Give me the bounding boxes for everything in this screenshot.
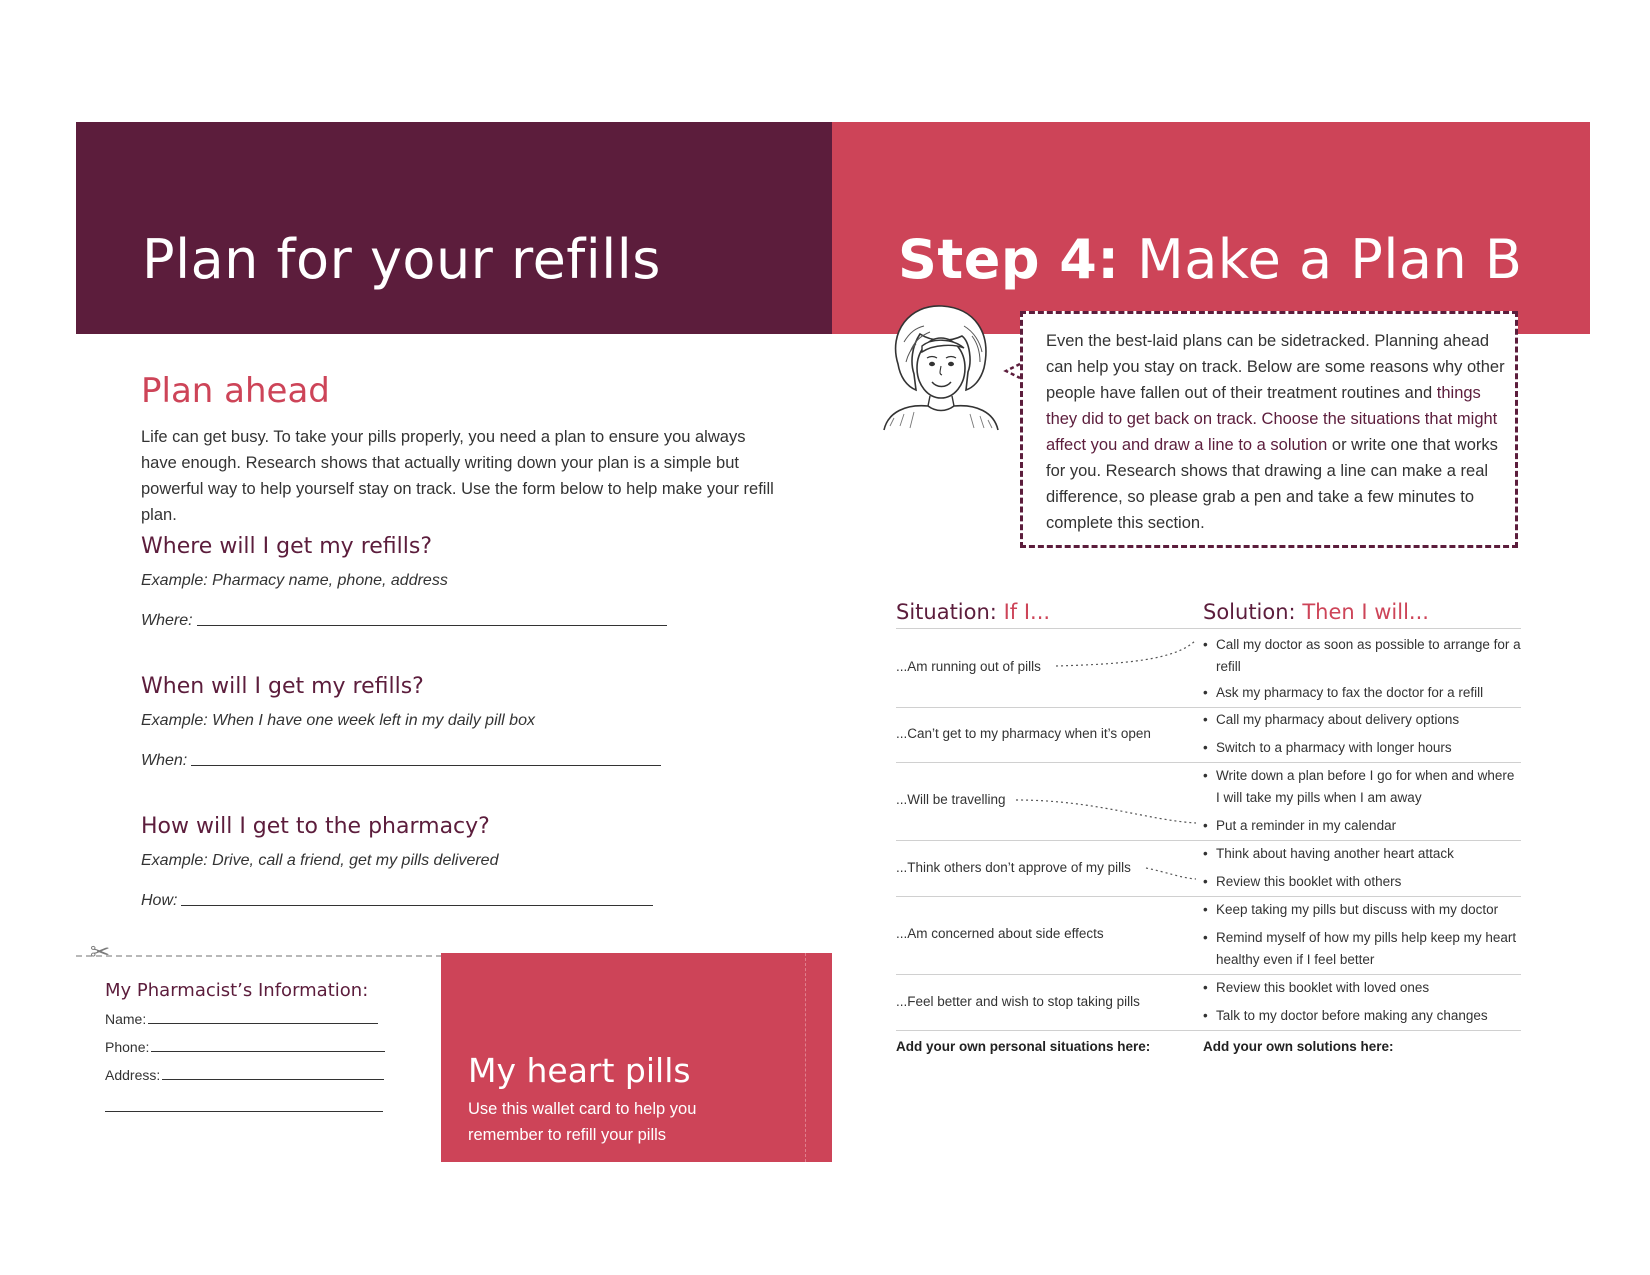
solution-item[interactable]: • Review this booklet with others (1203, 874, 1402, 889)
situation-text[interactable]: ...Can’t get to my pharmacy when it’s open (896, 726, 1151, 741)
where-field[interactable] (141, 612, 667, 630)
connector-lines (896, 628, 1521, 1030)
intro-text-highlight: things they did to get back on track. Choose the situations that might affect you and draw a line to a solution (1046, 384, 1498, 454)
wallet-card-title: My heart pills (468, 1051, 691, 1090)
solution-item[interactable]: • Switch to a pharmacy with longer hours (1203, 740, 1452, 755)
connector-line (1016, 800, 1196, 823)
add-own-situations-label: Add your own personal situations here: (896, 1039, 1151, 1054)
bubble-pointer (1003, 362, 1021, 380)
header-label: Solution: (1203, 600, 1303, 624)
field-label: Name: (105, 1011, 147, 1027)
intro-text-part: Even the best-laid plans can be sidetracked. Planning ahead can help you stay on track. Below are some reasons why other people have fallen out of their treatment routines and (1046, 332, 1505, 402)
pharmacist-address-field[interactable] (105, 1067, 384, 1083)
intro-text-part: or write one that works for you. Research shows that drawing a line can make a real difference, so please grab a pen and take a few minutes to complete this section. (1046, 436, 1498, 532)
question-title: Where will I get my refills? (141, 534, 433, 559)
pharmacist-name-field[interactable] (105, 1011, 378, 1027)
field-label: Address: (105, 1067, 161, 1083)
write-in-line[interactable] (148, 1022, 378, 1024)
field-label: Phone: (105, 1039, 150, 1055)
left-page-title: Plan for your refills (142, 228, 661, 291)
solution-item[interactable]: • Put a reminder in my calendar (1203, 818, 1397, 833)
question-title: How will I get to the pharmacy? (141, 814, 490, 839)
solution-item[interactable]: • Think about having another heart attack (1203, 846, 1454, 861)
field-label: How: (141, 892, 178, 909)
situation-text[interactable]: ...Am concerned about side effects (896, 926, 1104, 941)
situation-text[interactable]: ...Will be travelling (896, 792, 1006, 807)
plan-b-intro-bubble (1020, 311, 1518, 548)
add-own-solutions-label: Add your own solutions here: (1203, 1039, 1394, 1054)
step-title: Make a Plan B (1119, 228, 1523, 291)
situation-text[interactable]: ...Am running out of pills (896, 659, 1041, 674)
wallet-card (441, 953, 832, 1162)
solution-item[interactable]: • Remind myself of how my pills help keep my heart healthy even if I feel better (1203, 930, 1517, 967)
left-header-banner (76, 122, 832, 334)
solution-item[interactable]: • Keep taking my pills but discuss with my doctor (1203, 902, 1499, 917)
solution-column-header (1203, 600, 1429, 624)
write-in-line[interactable] (197, 624, 667, 626)
connector-line (1056, 640, 1196, 666)
step-label: Step 4: (898, 228, 1120, 291)
question-example: Example: Pharmacy name, phone, address (141, 572, 448, 589)
field-label: When: (141, 752, 188, 769)
right-page-title (898, 228, 1522, 291)
solution-item[interactable]: • Review this booklet with loved ones (1203, 980, 1430, 995)
solution-item[interactable]: • Call my doctor as soon as possible to arrange for a refill (1203, 637, 1521, 674)
write-in-line[interactable] (151, 1050, 385, 1052)
plan-b-intro-text (1046, 328, 1506, 536)
fold-line (805, 953, 806, 1162)
woman-portrait-icon (880, 302, 1002, 432)
situation-column-header (896, 600, 1050, 624)
plan-ahead-intro: Life can get busy. To take your pills properly, you need a plan to ensure you always have enough. Research shows that actually writing down your plan is a simple but powerful way to help yourself stay on track. Use the form below to help make your refill plan. (141, 428, 774, 524)
solution-item[interactable]: • Talk to my doctor before making any changes (1203, 1008, 1488, 1023)
pharmacist-phone-field[interactable] (105, 1039, 385, 1055)
connector-line (1146, 868, 1196, 879)
when-field[interactable] (141, 752, 661, 770)
situation-text[interactable]: ...Feel better and wish to stop taking pills (896, 994, 1140, 1009)
write-in-line[interactable] (162, 1078, 384, 1080)
pharmacist-info-title: My Pharmacist’s Information: (105, 980, 369, 1001)
header-label: Situation: (896, 600, 1004, 624)
solution-item[interactable]: • Ask my pharmacy to fax the doctor for a refill (1203, 685, 1484, 700)
how-field[interactable] (141, 892, 653, 910)
write-in-line[interactable] (191, 764, 661, 766)
write-in-line[interactable] (181, 904, 653, 906)
field-label: Where: (141, 612, 193, 629)
header-accent: If I... (1003, 600, 1051, 624)
question-example: Example: When I have one week left in my daily pill box (141, 712, 535, 729)
question-title: When will I get my refills? (141, 674, 424, 699)
wallet-card-subtitle: Use this wallet card to help you remember to refill your pills (468, 1100, 697, 1144)
situation-text[interactable]: ...Think others don’t approve of my pills (896, 860, 1131, 875)
address-extra-line[interactable] (105, 1111, 383, 1112)
question-example: Example: Drive, call a friend, get my pills delivered (141, 852, 499, 869)
scissors-icon: ✂ (90, 938, 111, 966)
solution-item[interactable]: • Call my pharmacy about delivery options (1203, 712, 1460, 727)
solution-item[interactable]: • Write down a plan before I go for when and where I will take my pills when I am away (1203, 768, 1515, 805)
plan-ahead-heading: Plan ahead (141, 371, 330, 411)
header-accent: Then I will... (1302, 600, 1429, 624)
